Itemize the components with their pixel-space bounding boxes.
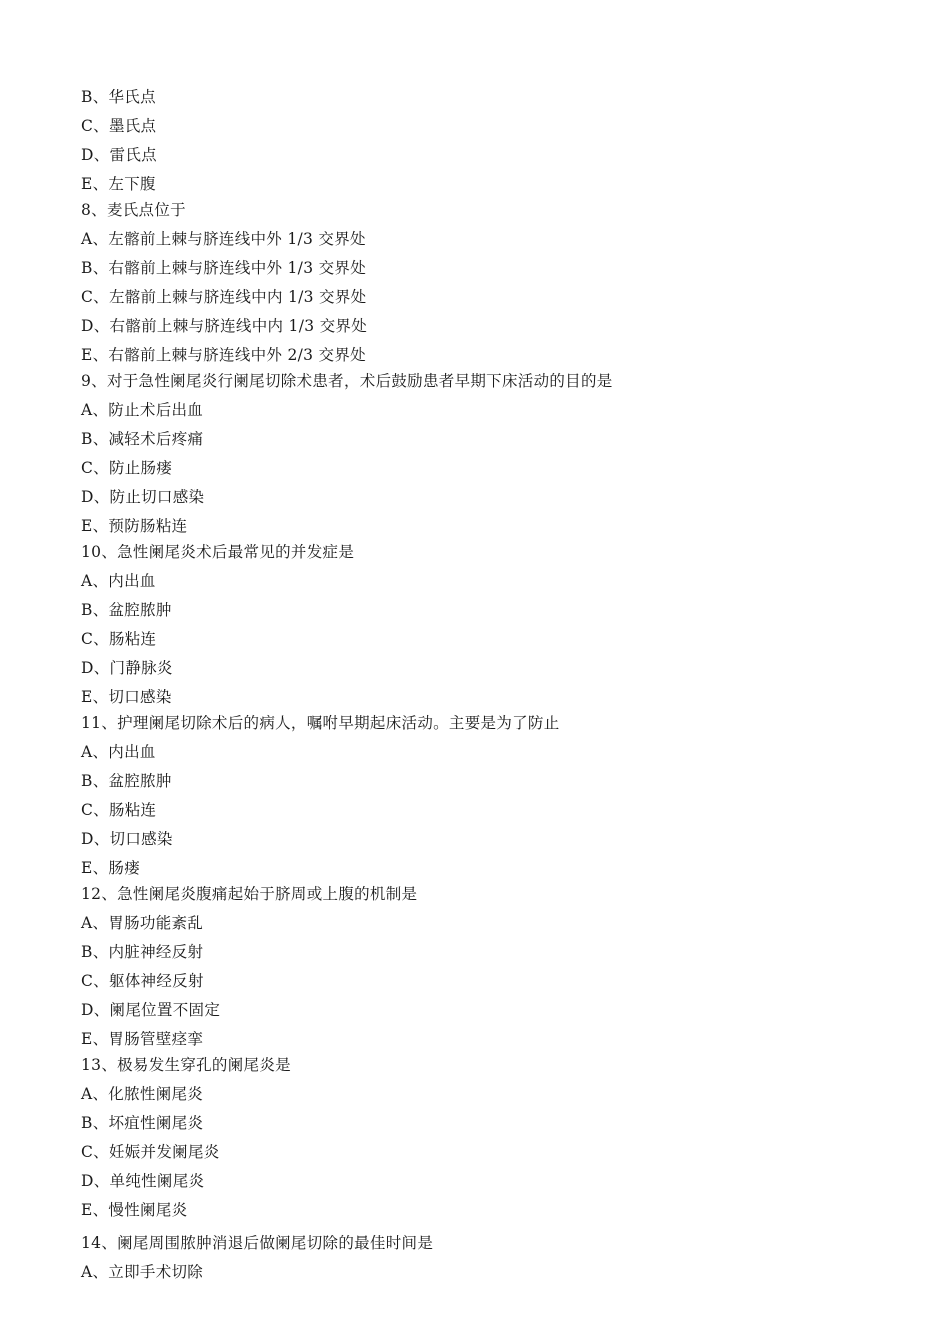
- option-line: B、盆腔脓肿: [81, 601, 172, 619]
- option-line: D、雷氏点: [81, 146, 157, 164]
- option-line: D、防止切口感染: [81, 488, 205, 506]
- option-line: D、右髂前上棘与脐连线中内 1/3 交界处: [81, 317, 368, 335]
- option-line: B、右髂前上棘与脐连线中外 1/3 交界处: [81, 259, 366, 277]
- option-line: D、门静脉炎: [81, 659, 173, 677]
- option-line: B、内脏神经反射: [81, 943, 204, 961]
- option-line: E、预防肠粘连: [81, 517, 188, 535]
- option-line: B、盆腔脓肿: [81, 772, 172, 790]
- question-line: 10、急性阑尾炎术后最常见的并发症是: [81, 543, 355, 561]
- option-line: C、肠粘连: [81, 630, 157, 648]
- option-line: C、防止肠瘘: [81, 459, 173, 477]
- option-line: B、坏疽性阑尾炎: [81, 1114, 204, 1132]
- question-line: 8、麦氏点位于: [81, 201, 186, 219]
- option-line: A、胃肠功能紊乱: [81, 914, 204, 932]
- option-line: C、墨氏点: [81, 117, 157, 135]
- option-line: C、肠粘连: [81, 801, 157, 819]
- option-line: A、防止术后出血: [81, 401, 204, 419]
- option-line: B、减轻术后疼痛: [81, 430, 204, 448]
- question-line: 14、阑尾周围脓肿消退后做阑尾切除的最佳时间是: [81, 1234, 434, 1252]
- question-line: 11、护理阑尾切除术后的病人，嘱咐早期起床活动。主要是为了防止: [81, 714, 560, 732]
- option-line: A、左髂前上棘与脐连线中外 1/3 交界处: [81, 230, 366, 248]
- option-line: B、华氏点: [81, 88, 156, 106]
- option-line: C、妊娠并发阑尾炎: [81, 1143, 220, 1161]
- option-line: E、切口感染: [81, 688, 172, 706]
- option-line: E、胃肠管壁痉挛: [81, 1030, 204, 1048]
- option-line: A、内出血: [81, 743, 156, 761]
- option-line: E、慢性阑尾炎: [81, 1201, 188, 1219]
- option-line: A、立即手术切除: [81, 1263, 204, 1281]
- option-line: D、单纯性阑尾炎: [81, 1172, 205, 1190]
- option-line: C、左髂前上棘与脐连线中内 1/3 交界处: [81, 288, 367, 306]
- question-line: 12、急性阑尾炎腹痛起始于脐周或上腹的机制是: [81, 885, 418, 903]
- option-line: C、躯体神经反射: [81, 972, 204, 990]
- option-line: D、切口感染: [81, 830, 173, 848]
- option-line: D、阑尾位置不固定: [81, 1001, 221, 1019]
- option-line: E、右髂前上棘与脐连线中外 2/3 交界处: [81, 346, 366, 364]
- option-line: E、肠瘘: [81, 859, 141, 877]
- option-line: A、内出血: [81, 572, 156, 590]
- question-line: 13、极易发生穿孔的阑尾炎是: [81, 1056, 291, 1074]
- option-line: E、左下腹: [81, 175, 156, 193]
- option-line: A、化脓性阑尾炎: [81, 1085, 204, 1103]
- question-line: 9、对于急性阑尾炎行阑尾切除术患者，术后鼓励患者早期下床活动的目的是: [81, 372, 613, 390]
